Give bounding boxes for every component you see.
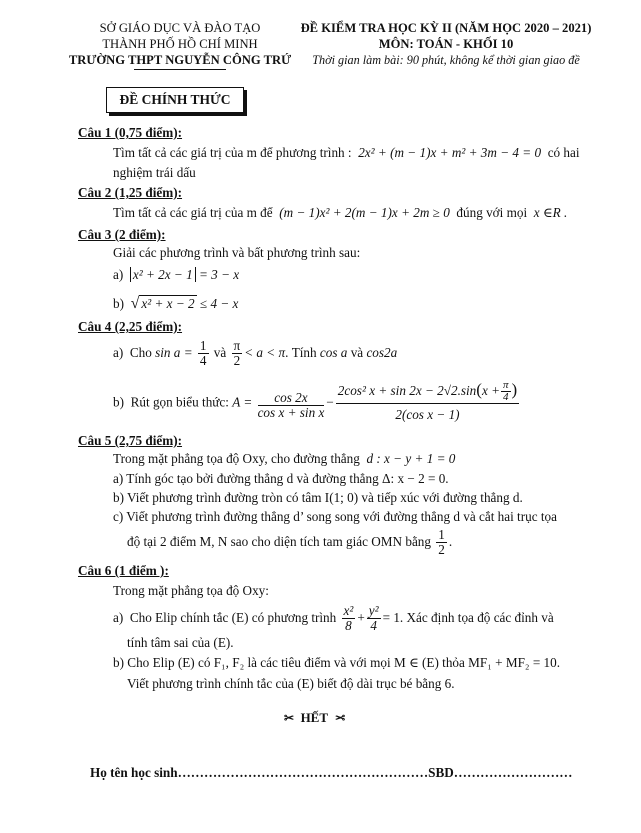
school-name: TRƯỜNG THPT NGUYỄN CÔNG TRỨ (68, 53, 292, 67)
department-name: SỞ GIÁO DỤC VÀ ĐÀO TẠO (99, 21, 261, 35)
fraction-pi-half: $\frac{\pi}{2}$ (233, 338, 241, 369)
student-name-label: Họ tên học sinh (90, 765, 178, 780)
q6-part-b-line2: Viết phương trình chính tắc của (E) biết độ dài trục bé bằng 6. (127, 676, 455, 691)
q1-equation: 2x² + (m − 1)x + m² + 3m − 4 = 0 (358, 145, 542, 160)
q3-text: Giải các phương trình và bất phương trình sau: (113, 245, 361, 260)
q3-abs-value: x² + 2x − 1 (130, 267, 196, 282)
student-info-line (90, 765, 572, 781)
q4-part-a: a) Cho sin a = $\frac{1}{4}$ và $\frac{\pi}{2}$ < a < π. Tính cos a và cos2a (113, 338, 398, 369)
q3-part-b: b) √ x² + x − 2 ≤ 4 − x (113, 295, 239, 312)
fraction-long-expression: 2cos² x + sin 2x − 2√2.sin(x + $\frac{\pi}{4}$ ) 2(cos x − 1) (337, 379, 518, 423)
q6-title: Câu 6 (1 điểm ): (78, 563, 169, 578)
q6-part-b: b) Cho Elip (E) có F₁, F₂ là các tiêu điểm và với mọi M ∈ (E) thỏa MF₁ + MF₂ = 10. (113, 655, 561, 670)
fraction-one-half: $\frac{1}{2}$ (438, 527, 445, 558)
q5-text: Trong mặt phẳng tọa độ Oxy, cho đường thẳng d : x − y + 1 = 0 (113, 451, 456, 466)
q5-title: Câu 5 (2,75 điểm): (78, 433, 183, 448)
q5-part-c-line2: độ tại 2 điểm M, N sao cho diện tích tam giác OMN bằng $\frac{1}{2}$ . (127, 527, 453, 558)
q4-part-b: b) Rút gọn biểu thức: A = $\frac{\cos 2x}{\text{cos x + sin x}}$ − 2cos² x + sin 2x − 2√2.sin(x + $\frac{\pi}{4}$ ) 2(cos x − 1) (113, 380, 521, 424)
sqrt-icon: √ (130, 295, 140, 312)
official-label: ĐỀ CHÍNH THỨC (106, 87, 244, 113)
q6-part-a-line2: tính tâm sai của (E). (127, 635, 234, 650)
q6-part-a: a) Cho Elip chính tắc (E) có phương trình $\frac{\text{x²}}{8}$ + $\frac{\text{y²}}{4}$ = 1. Xác định tọa độ các đỉnh và (113, 603, 554, 634)
q3-title: Câu 3 (2 điểm): (78, 227, 166, 242)
sbd-dots: ……………………… (453, 765, 573, 780)
time-note: Thời gian làm bài: 90 phút, không kể thời gian giao đề (312, 53, 580, 67)
q3-radicand: x² + x − 2 (141, 296, 195, 311)
student-name-dots: ………………………………………………… (177, 765, 429, 780)
q6-text: Trong mặt phẳng tọa độ Oxy: (113, 583, 269, 598)
q2-title: Câu 2 (1,25 điểm): (78, 185, 183, 200)
fraction-one-quarter: $\frac{1}{4}$ (199, 338, 207, 369)
school-underline (134, 69, 226, 70)
exam-title: ĐỀ KIỂM TRA HỌC KỲ II (NĂM HỌC 2020 – 2021) (300, 21, 592, 35)
q1-text: Tìm tất cả các giá trị của m để phương trình : 2x² + (m − 1)x + m² + 3m − 4 = 0 có hai (113, 145, 580, 160)
q5-part-c: c) Viết phương trình đường thẳng d’ song song với đường thẳng d và cắt hai trục tọa (113, 509, 557, 524)
q4-title: Câu 4 (2,25 điểm): (78, 319, 183, 334)
fraction-x2-8: $\frac{\text{x²}}{8}$ (343, 603, 354, 634)
sbd-label: SBD (428, 765, 454, 780)
scissors-left-icon: ✂ (284, 711, 295, 725)
q1-title: Câu 1 (0,75 điểm): (78, 125, 183, 140)
subject-title: MÔN: TOÁN - KHỐI 10 (378, 37, 514, 51)
q2-inequality: (m − 1)x² + 2(m − 1)x + 2m ≥ 0 (279, 205, 450, 220)
fraction-y2-4: $\frac{\text{y²}}{4}$ (368, 603, 379, 634)
q3-part-a: a) x² + 2x − 1 = 3 − x (113, 267, 240, 282)
fraction-cos2x: $\frac{\cos 2x}{\text{cos x + sin x}}$ (257, 389, 325, 420)
end-marker: ✂ HẾT ✂ (284, 710, 345, 725)
q1-text-line2: nghiệm trái dấu (113, 165, 196, 180)
q5-part-a: a) Tính góc tạo bởi đường thẳng d và đường thẳng Δ: x − 2 = 0. (113, 471, 449, 486)
q5-part-b: b) Viết phương trình đường tròn có tâm I(1; 0) và tiếp xúc với đường thẳng d. (113, 490, 523, 505)
scissors-right-icon: ✂ (334, 711, 345, 725)
q2-text: Tìm tất cả các giá trị của m để (m − 1)x² + 2(m − 1)x + 2m ≥ 0 đúng với mọi x ∈R . (113, 205, 568, 220)
city-name: THÀNH PHỐ HỒ CHÍ MINH (102, 37, 258, 51)
